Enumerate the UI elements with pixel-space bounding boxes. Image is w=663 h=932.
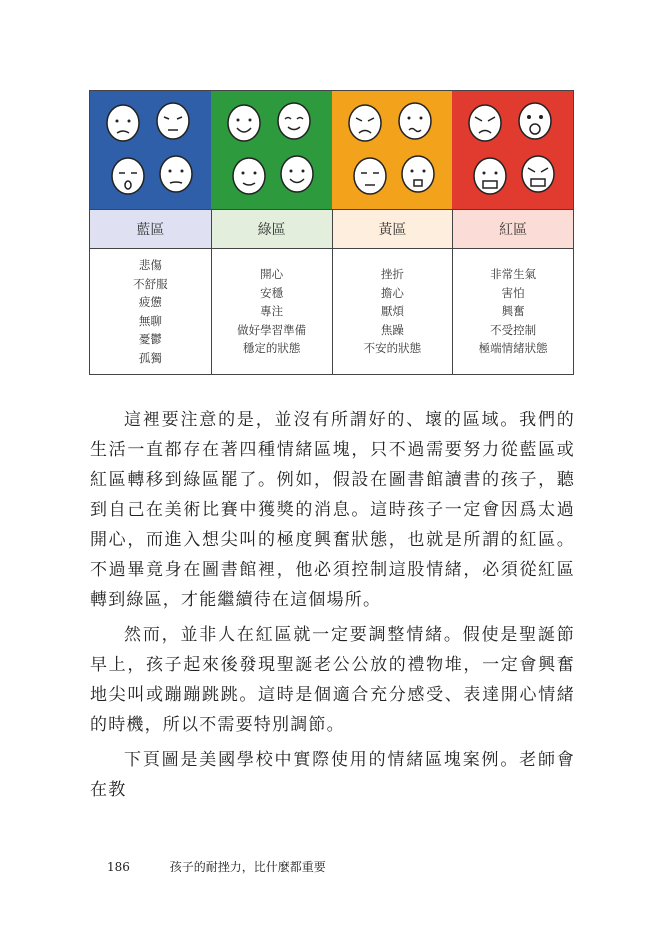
blue-zone-faces <box>90 91 211 209</box>
paragraph: 這裡要注意的是，並沒有所謂好的、壞的區域。我們的生活一直都存在著四種情緒區塊，只不過需要努力從藍區或紅區轉移到綠區罷了。例如，假設在圖書館讀書的孩子，聽到自己在美術比賽中獲獎的消息。這時孩子一定會因爲太過開心，而進入想尖叫的極度興奮狀態，也就是所謂的紅區。不過畢竟身在圖書館裡，他必須控制這股情緒，必須從紅區轉到綠區，才能繼續待在這個場所。 <box>90 410 575 610</box>
emotion-zones-table <box>89 90 574 375</box>
red-zone-faces <box>452 91 573 209</box>
worried-face-icon <box>397 101 433 141</box>
emotion-item: 非常生氣 <box>490 267 537 282</box>
emotion-item: 極端情緒狀態 <box>478 341 548 356</box>
focused-face-icon <box>231 156 267 196</box>
emotion-item: 疲憊 <box>138 295 162 309</box>
emotion-item: 不安的狀態 <box>363 341 422 356</box>
sad-face-icon <box>105 103 141 143</box>
bored-face-icon <box>158 154 194 194</box>
emotion-item: 穩定的狀態 <box>242 341 301 356</box>
emotion-item: 孤獨 <box>138 350 162 365</box>
body-text <box>90 405 575 805</box>
emotion-item: 專注 <box>260 304 284 319</box>
page-number: 186 <box>107 860 130 874</box>
emotion-item: 不受控制 <box>490 322 537 337</box>
anxious-face-icon <box>400 154 436 194</box>
tired-face-icon <box>110 156 146 196</box>
angry-face-icon <box>467 103 503 143</box>
emotion-item: 做好學習準備 <box>237 322 307 337</box>
book-title: 孩子的耐挫力，比什麼都重要 <box>169 860 326 874</box>
unwell-face-icon <box>155 101 191 141</box>
green-zone-faces <box>211 91 332 209</box>
scared-face-icon <box>517 101 553 141</box>
blue-zone-emotions <box>90 249 211 374</box>
calm-face-icon <box>276 101 312 141</box>
frustrated-face-icon <box>347 103 383 143</box>
emotion-item: 焦躁 <box>380 322 404 337</box>
emotion-item: 開心 <box>260 267 284 282</box>
furious-face-icon <box>520 154 556 194</box>
emotion-item: 擔心 <box>380 285 404 300</box>
annoyed-face-icon <box>352 156 388 196</box>
ready-face-icon <box>279 154 315 194</box>
happy-face-icon <box>226 103 262 143</box>
emotion-item: 挫折 <box>380 267 404 282</box>
excited-face-icon <box>472 156 508 196</box>
emotion-item: 不舒服 <box>133 276 168 291</box>
emotion-item: 無聊 <box>138 313 162 328</box>
paragraph: 然而，並非人在紅區就一定要調整情緒。假使是聖誕節早上，孩子起來後發現聖誕老公公放的禮物堆，一定會興奮地尖叫或蹦蹦跳跳。這時是個適合充分感受、表達開心情緒的時機，所以不需要特別調節。 <box>90 625 575 735</box>
yellow-zone-emotions <box>332 249 453 374</box>
zone-heading-red: 紅區 <box>452 209 573 249</box>
emotion-item: 興奮 <box>501 304 525 319</box>
yellow-zone-faces <box>332 91 453 209</box>
emotion-item: 安穩 <box>260 285 284 300</box>
emotion-item: 憂鬱 <box>138 332 162 346</box>
paragraph: 下頁圖是美國學校中實際使用的情緒區塊案例。老師會在教 <box>90 750 575 800</box>
zone-heading-blue: 藍區 <box>90 209 211 249</box>
emotion-item: 害怕 <box>501 285 525 300</box>
zone-heading-green: 綠區 <box>211 209 332 249</box>
zone-heading-yellow: 黃區 <box>332 209 453 249</box>
emotion-item: 厭煩 <box>380 304 404 319</box>
page-footer <box>107 858 326 875</box>
green-zone-emotions <box>211 249 332 374</box>
emotion-item: 悲傷 <box>138 258 162 272</box>
red-zone-emotions <box>452 249 573 374</box>
